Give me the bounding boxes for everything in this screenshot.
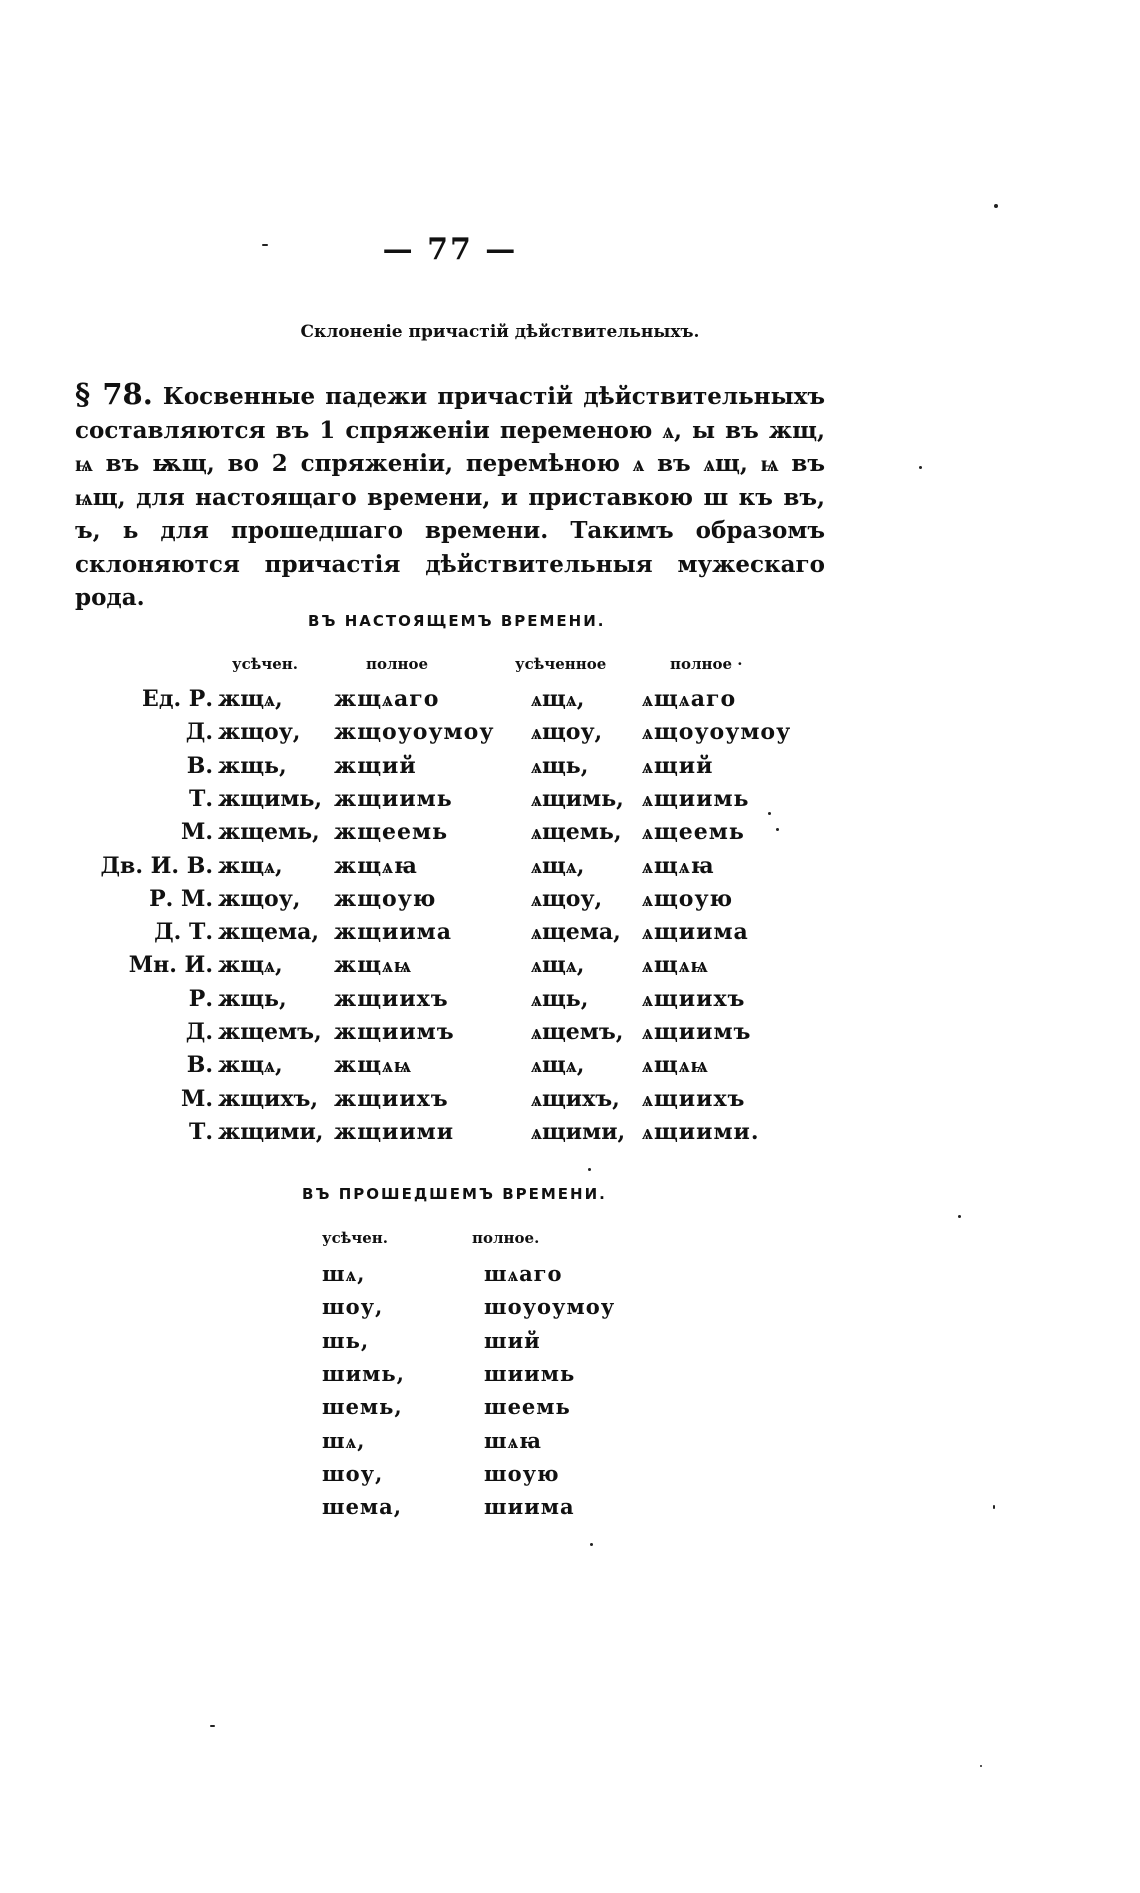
full-form: шиима — [484, 1494, 575, 1519]
truncated-form-2: ѧщѧ, — [531, 1052, 585, 1078]
paragraph-text: Косвенные падежи причастій дѣйствительныхъ составляются въ 1 спряженіи переменою ѧ, ы въ жщ, ѩ въ ѭщ, во 2 спряженіи, перемѣною ѧ въ ѧщ, ѩ въ ѩщ, для настоящаго времени, и приставкою ш къ въ, ъ, ь для прошедшаго времени. Такимъ образомъ склоняются причастія дѣйствительныя мужескаго рода. — [75, 383, 826, 611]
full-form-2: ѧщиихъ — [642, 1086, 746, 1112]
scan-speck — [776, 828, 779, 831]
truncated-form: шь, — [322, 1328, 370, 1353]
present-col-header-2: полное — [366, 655, 429, 673]
truncated-form: жщоу, — [218, 719, 301, 745]
table-row — [0, 1494, 1140, 1528]
case-label: М. — [180, 1086, 213, 1112]
case-label: Д. — [185, 1019, 213, 1045]
full-form: шеемь — [484, 1394, 571, 1419]
case-label: В. — [186, 1052, 213, 1078]
truncated-form: жщь, — [218, 986, 287, 1012]
case-label: М. — [180, 819, 213, 845]
case-label: Д. Т. — [154, 919, 213, 945]
table-row — [0, 819, 1140, 853]
section-title: Склоненіе причастій дѣйствительныхъ. — [300, 322, 700, 342]
truncated-form: жщь, — [218, 753, 287, 779]
truncated-form-2: ѧщемь, — [531, 819, 622, 845]
table-row — [0, 719, 1140, 753]
table-row — [0, 786, 1140, 820]
full-form: жщѧаго — [334, 686, 440, 712]
truncated-form: жщема, — [218, 919, 320, 945]
truncated-form-2: ѧщоу, — [531, 886, 603, 912]
truncated-form: жщѧ, — [218, 952, 283, 978]
past-col-header-1: усѣчен. — [322, 1229, 389, 1247]
full-form: жщиима — [334, 919, 453, 945]
table-row — [0, 886, 1140, 920]
case-label: Т. — [188, 1119, 213, 1145]
present-col-header-3: усѣченное — [515, 655, 607, 673]
scan-speck — [919, 466, 922, 469]
case-label: В. — [186, 753, 213, 779]
truncated-form-2: ѧщимь, — [531, 786, 624, 812]
past-tense-heading: ВЪ ПРОШЕДШЕМЪ ВРЕМЕНИ. — [302, 1185, 607, 1203]
table-row — [0, 1428, 1140, 1462]
truncated-form: жщими, — [218, 1119, 324, 1145]
full-form-2: ѧщиима — [642, 919, 749, 945]
truncated-form: жщѧ, — [218, 686, 283, 712]
full-form: жщеемь — [334, 819, 449, 845]
full-form-2: ѧщиими. — [642, 1119, 760, 1145]
table-row — [0, 753, 1140, 787]
truncated-form: жщоу, — [218, 886, 301, 912]
full-form-2: ѧщѧѩ — [642, 1052, 709, 1078]
table-row — [0, 1361, 1140, 1395]
case-label: Д. — [185, 719, 213, 745]
truncated-form: жщемь, — [218, 819, 320, 845]
scan-speck — [993, 1505, 995, 1509]
truncated-form-2: ѧщѧ, — [531, 853, 585, 879]
truncated-form-2: ѧщими, — [531, 1119, 626, 1145]
truncated-form: шѧ, — [322, 1261, 366, 1286]
case-label: Р. — [188, 986, 213, 1012]
scan-speck — [994, 204, 998, 208]
truncated-form-2: ѧщь, — [531, 986, 589, 1012]
full-form: жщѧꙗ — [334, 853, 418, 879]
truncated-form-2: ѧщѧ, — [531, 952, 585, 978]
full-form: жщиимь — [334, 786, 453, 812]
case-label: Р. М. — [149, 886, 213, 912]
truncated-form: шоу, — [322, 1294, 384, 1319]
full-form: жщиимъ — [334, 1019, 455, 1045]
full-form: жщиихъ — [334, 1086, 449, 1112]
case-label: Т. — [188, 786, 213, 812]
full-form-2: ѧщиимь — [642, 786, 750, 812]
full-form: шѧꙗ — [484, 1428, 542, 1453]
scan-speck — [958, 1215, 961, 1218]
full-form-2: ѧщѧаго — [642, 686, 737, 712]
case-label: Мн. И. — [128, 952, 213, 978]
full-form: жщѧѩ — [334, 1052, 413, 1078]
table-row — [0, 952, 1140, 986]
scan-speck — [768, 812, 771, 815]
scan-speck — [210, 1725, 215, 1727]
truncated-form: шѧ, — [322, 1428, 366, 1453]
table-row — [0, 986, 1140, 1020]
full-form: шиимь — [484, 1361, 576, 1386]
scan-speck — [590, 1543, 593, 1546]
truncated-form-2: ѧщь, — [531, 753, 589, 779]
truncated-form: жщихъ, — [218, 1086, 318, 1112]
truncated-form: жщемъ, — [218, 1019, 322, 1045]
full-form: жщѧѩ — [334, 952, 413, 978]
full-form: шоуоумоу — [484, 1294, 616, 1319]
paragraph-78 — [75, 378, 825, 615]
case-label: Ед. Р. — [142, 686, 213, 712]
table-row — [0, 1328, 1140, 1362]
truncated-form: шемь, — [322, 1394, 403, 1419]
truncated-form: жщимь, — [218, 786, 323, 812]
table-row — [0, 1261, 1140, 1295]
table-row — [0, 1052, 1140, 1086]
truncated-form: жщѧ, — [218, 1052, 283, 1078]
present-col-header-4: полное · — [670, 655, 743, 673]
table-row — [0, 1086, 1140, 1120]
truncated-form: жщѧ, — [218, 853, 283, 879]
page-number: — 77 — — [382, 232, 518, 267]
full-form: жщиихъ — [334, 986, 449, 1012]
truncated-form: шоу, — [322, 1461, 384, 1486]
table-row — [0, 686, 1140, 720]
section-sign: § 78. — [75, 377, 153, 411]
full-form-2: ѧщий — [642, 753, 714, 779]
truncated-form-2: ѧщѧ, — [531, 686, 585, 712]
full-form-2: ѧщиимъ — [642, 1019, 752, 1045]
full-form: жщиими — [334, 1119, 455, 1145]
table-row — [0, 1019, 1140, 1053]
full-form: жщоую — [334, 886, 437, 912]
past-col-header-2: полное. — [472, 1229, 540, 1247]
full-form-2: ѧщоую — [642, 886, 734, 912]
table-row — [0, 1294, 1140, 1328]
full-form-2: ѧщѧѩ — [642, 952, 709, 978]
table-row — [0, 1461, 1140, 1495]
table-row — [0, 919, 1140, 953]
truncated-form-2: ѧщихъ, — [531, 1086, 620, 1112]
truncated-form: шимь, — [322, 1361, 405, 1386]
full-form: шѧаго — [484, 1261, 563, 1286]
present-col-header-1: усѣчен. — [232, 655, 299, 673]
full-form: шоую — [484, 1461, 560, 1486]
full-form: ший — [484, 1328, 541, 1353]
table-row — [0, 1119, 1140, 1153]
scan-speck — [980, 1765, 982, 1767]
scan-speck — [588, 1168, 591, 1171]
full-form-2: ѧщѧꙗ — [642, 853, 715, 879]
full-form-2: ѧщиихъ — [642, 986, 746, 1012]
table-row — [0, 853, 1140, 887]
full-form: жщий — [334, 753, 417, 779]
full-form-2: ѧщеемь — [642, 819, 745, 845]
truncated-form: шема, — [322, 1494, 403, 1519]
truncated-form-2: ѧщемъ, — [531, 1019, 624, 1045]
case-label: Дв. И. В. — [100, 853, 213, 879]
scan-speck — [262, 244, 268, 246]
full-form-2: ѧщоуоумоу — [642, 719, 792, 745]
full-form: жщоуоумоу — [334, 719, 495, 745]
truncated-form-2: ѧщема, — [531, 919, 621, 945]
table-row — [0, 1394, 1140, 1428]
present-tense-heading: ВЪ НАСТОЯЩЕМЪ ВРЕМЕНИ. — [308, 612, 606, 630]
truncated-form-2: ѧщоу, — [531, 719, 603, 745]
